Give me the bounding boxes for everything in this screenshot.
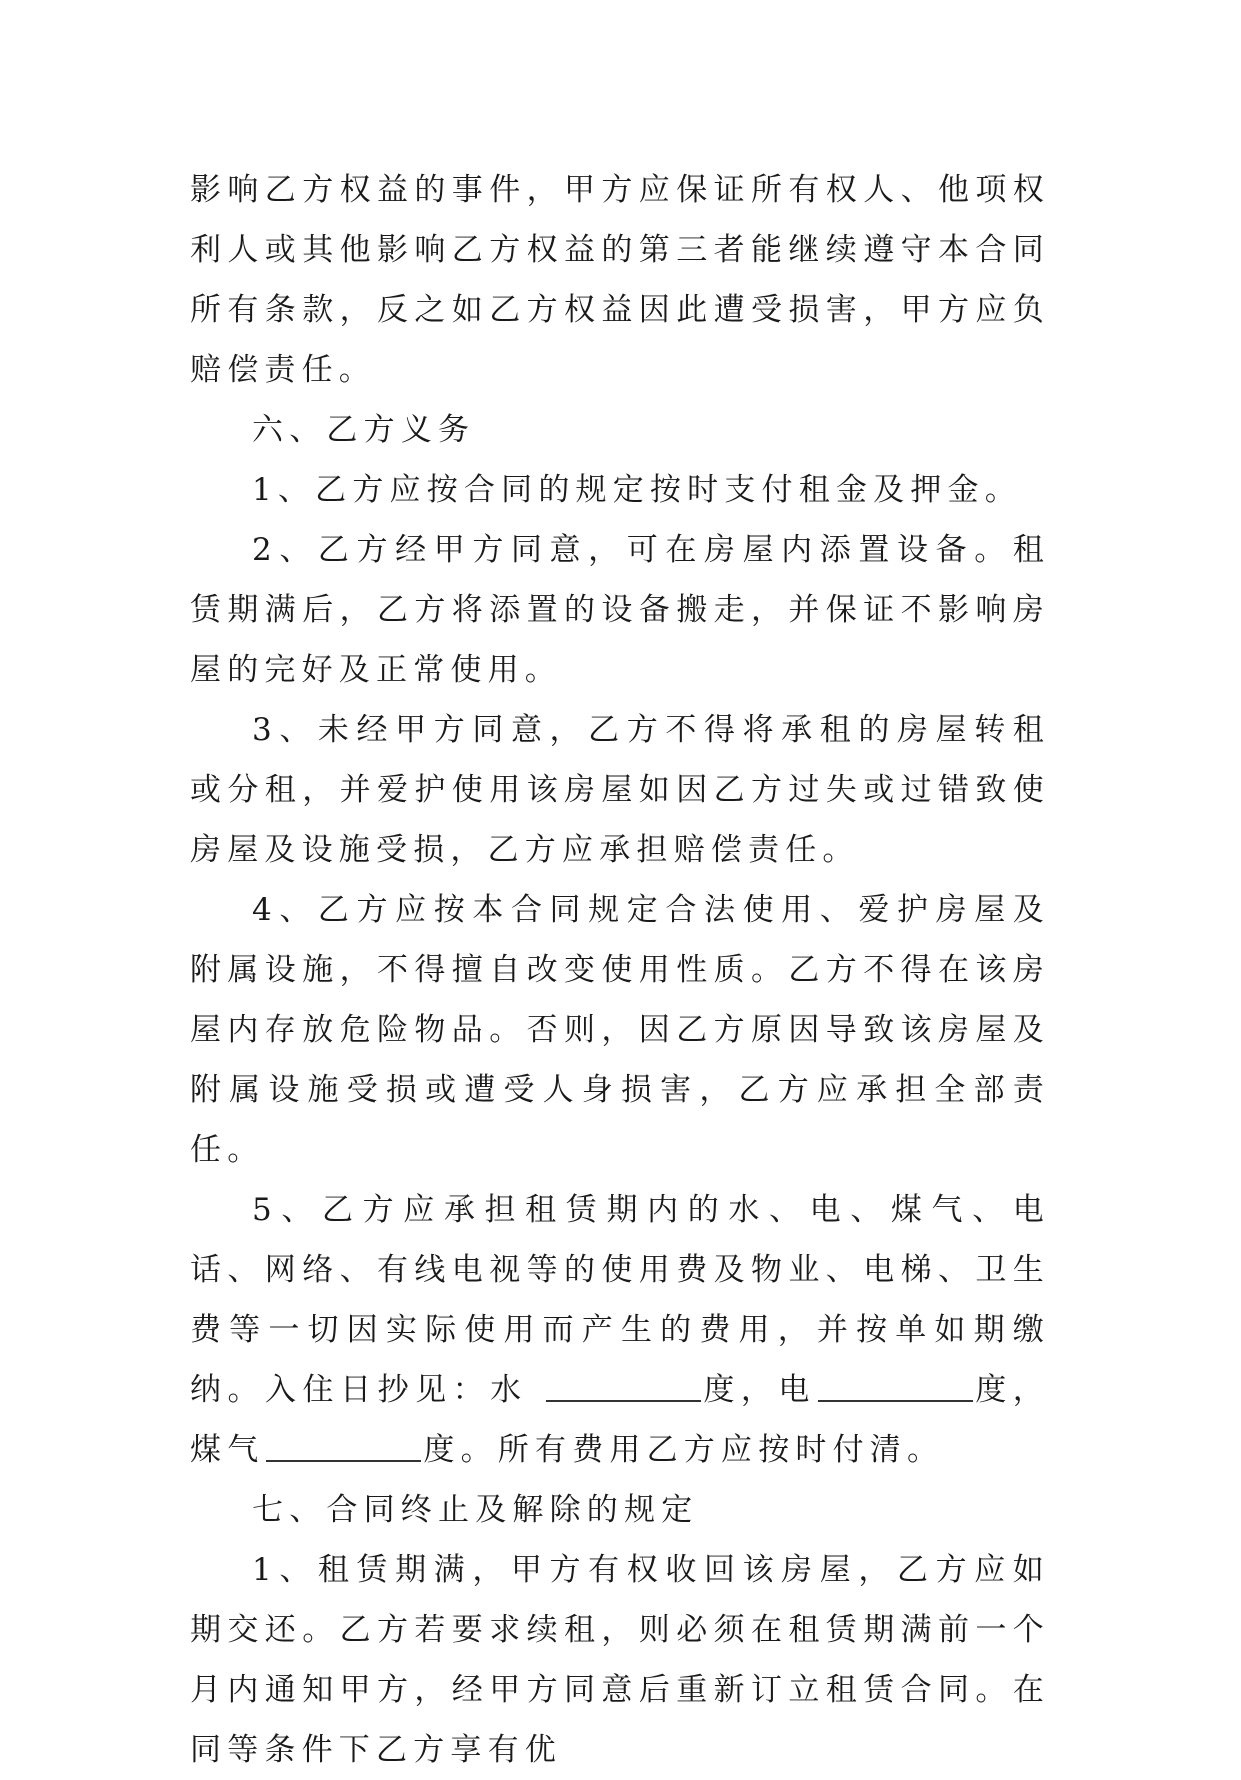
obligation-item-2: 2、乙方经甲方同意，可在房屋内添置设备。租赁期满后，乙方将添置的设备搬走，并保证不影响房屋的完好及正常使用。 — [190, 532, 1050, 688]
obligation-item-3: 3、未经甲方同意，乙方不得将承租的房屋转租或分租，并爱护使用该房屋如因乙方过失或过错致使房屋及设施受损，乙方应承担赔偿责任。 — [190, 712, 1050, 868]
gas-reading-blank[interactable] — [266, 1426, 421, 1462]
termination-item-1: 1、租赁期满，甲方有权收回该房屋，乙方应如期交还。乙方若要求续租，则必须在租赁期满前一个月内通知甲方，经甲方同意后重新订立租赁合同。在同等条件下乙方享有优 — [190, 1552, 1050, 1768]
section-heading-party-b-obligations: 六、乙方义务 — [252, 412, 476, 448]
paragraph-continuation: 影响乙方权益的事件，甲方应保证所有权人、他项权利人或其他影响乙方权益的第三者能继续遵守本合同所有条款，反之如乙方权益因此遭受损害，甲方应负赔偿责任。 — [190, 172, 1050, 388]
electricity-reading-blank[interactable] — [818, 1366, 973, 1402]
obligation-item-5 — [190, 1180, 1050, 1480]
water-reading-blank[interactable] — [546, 1366, 701, 1402]
obligation-item-5-text-d: 度。所有费用乙方应按时付清。 — [423, 1432, 945, 1468]
obligation-item-5-text-b: 度，电 — [703, 1372, 816, 1408]
obligation-item-1: 1、乙方应按合同的规定按时支付租金及押金。 — [252, 472, 1022, 508]
section-heading-termination: 七、合同终止及解除的规定 — [252, 1492, 699, 1528]
obligation-item-4: 4、乙方应按本合同规定合法使用、爱护房屋及附属设施，不得擅自改变使用性质。乙方不得在该房屋内存放危险物品。否则，因乙方原因导致该房屋及附属设施受损或遭受人身损害，乙方应承担全部责任。 — [190, 892, 1050, 1168]
obligation-item-5-text-a: 5、乙方应承担租赁期内的水、电、煤气、电话、网络、有线电视等的使用费及物业、电梯、卫生费等一切因实际使用而产生的费用，并按单如期缴纳。入住日抄见：水 — [190, 1192, 1050, 1408]
document-body — [190, 160, 1050, 1780]
obligation-item-5-text-c: 度，煤气 — [190, 1372, 1050, 1468]
